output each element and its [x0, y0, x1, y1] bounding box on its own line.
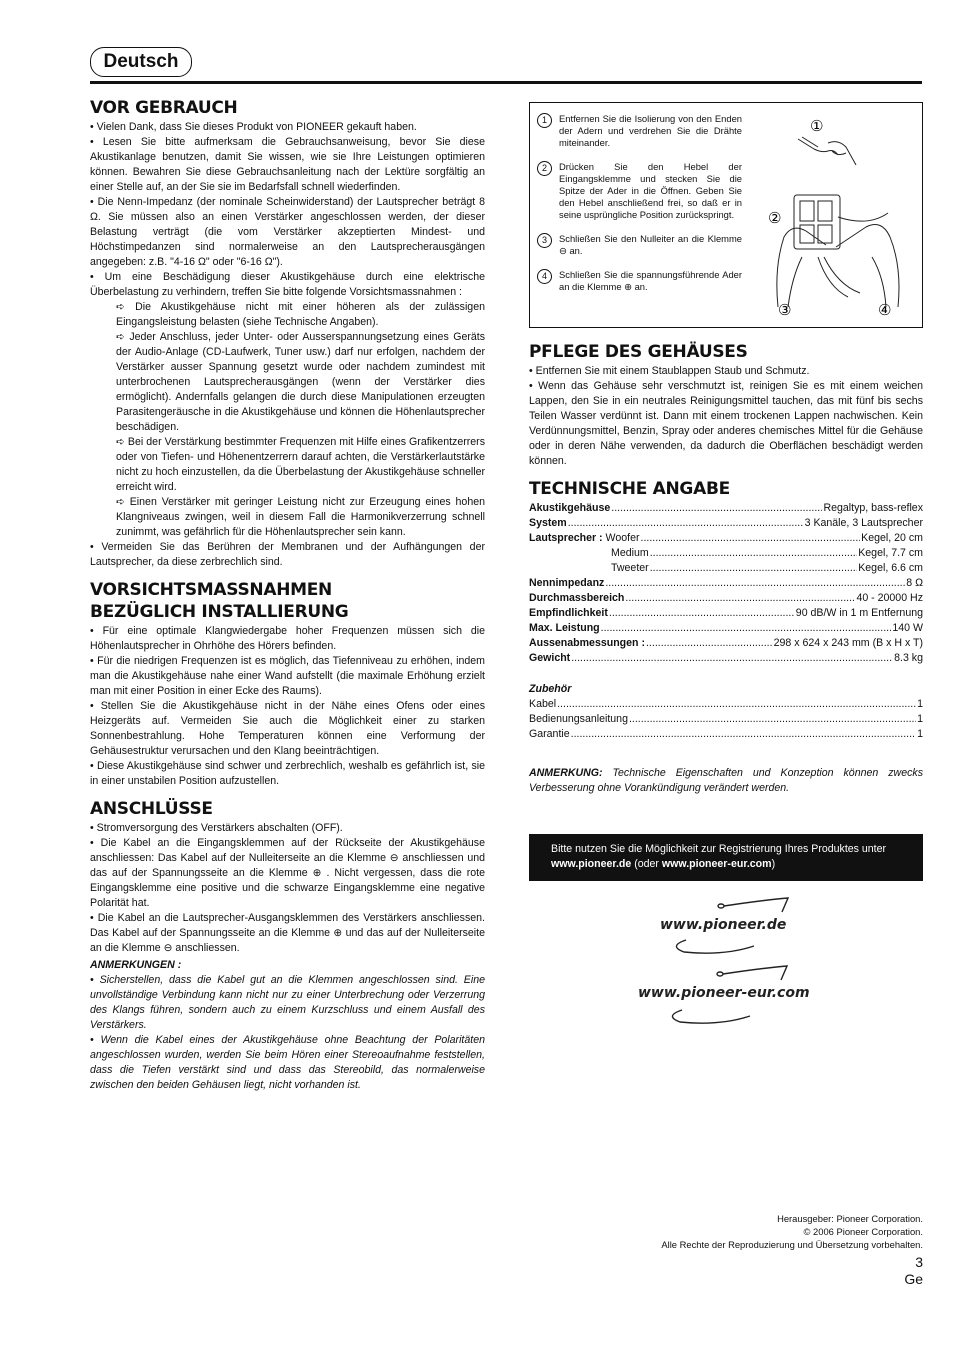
accessory-row: Bedienungsanleitung ..... 1	[529, 712, 923, 727]
section-title-vorsicht-2: BEZÜGLICH INSTALLIERUNG	[90, 602, 349, 622]
step-text: Schließen Sie die spannungsführende Ader an die Klemme ⊕ an.	[559, 269, 742, 292]
registration-banner: Bitte nutzen Sie die Möglichkeit zur Registrierung Ihres Produktes unter www.pioneer.de (oder www.pioneer-eur.com)	[529, 834, 923, 881]
registration-link-eur[interactable]: www.pioneer-eur.com	[661, 858, 772, 870]
step-text: Drücken Sie den Hebel der Eingangsklemme und stecken Sie die Spitze der Ader in die Öffnen. Geben Sie den Hebel anschließend frei, so daß er in seine usprüngliche Position zurückspringt.	[559, 161, 742, 220]
accessory-row: Garantie ..... 1	[529, 727, 923, 742]
instruction-box	[529, 102, 923, 328]
step-list	[537, 113, 742, 305]
section-title-technische-angabe: TECHNISCHE ANGABE	[529, 479, 730, 499]
spec-row: Tweeter ..... Kegel, 6.6 cm	[529, 561, 923, 576]
paragraph: • Stromversorgung des Verstärkers abschalten (OFF).	[90, 822, 343, 834]
paragraph: • Die Nenn-Impedanz (der nominale Scheinwiderstand) der Lautsprecher beträgt 8 Ω. Sie müssen also an einen Verstärker angeschlossen werden, der dieser Belastung verträgt (die vom Verstärker akzeptierten Mindest- und Höchstimpedanzen sind normalerweise an den Lautsprecherausgängen angegeben: z.B. "4-16 Ω" oder "6-16 Ω").	[90, 196, 485, 268]
indented-item: ➪ Jeder Anschluss, jeder Unter- oder Ausserspannungsetzung eines Geräts der Audio-Anlage (CD-Laufwerk, Tuner usw.) darf nur erfolgen, nachdem der Verstärker ausser Spannung gesetzt wurde oder nachdem zumindest mit unterbrochenen Lautsprecherausgängen (wenn der Verstärker dies ermöglicht). Andernfalls gelangen die durch diese Manipulationen erzeugten Parasitengeräusche in die Akustikgehäuse und können die Höhenlautsprecher beschädigen.	[116, 331, 485, 433]
spec-row: Nennimpedanz ..... 8 Ω	[529, 576, 923, 591]
registration-link-de[interactable]: www.pioneer.de	[551, 858, 632, 870]
indented-item: ➪ Bei der Verstärkung bestimmter Frequenzen mit Hilfe eines Grafikentzerrers oder von Tiefen- und Höhenentzerrern darauf achten, die Verstärkerlautstärke nicht zu hoch einzustellen, da die Überbelastung der Akustikgehäuse schneller erreicht wird.	[116, 436, 485, 493]
wiring-illustration	[758, 107, 918, 321]
step-text: Entfernen Sie die Isolierung von den Enden der Adern und verdrehen Sie die Drähte miteinander.	[559, 113, 742, 148]
note-paragraph: • Wenn die Kabel eines der Akustikgehäuse ohne Beachtung der Polaritäten angeschlossen wurden, werden Sie beim Hören einer Stereoaufnahme feststellen, dass die Tiefen verstärkt sind und dass das Stereobild, das normalerweise zwischen den beiden Gehäusen liegt, nicht vorhanden ist.	[90, 1034, 485, 1091]
spec-note: ANMERKUNG: Technische Eigenschaften und Konzeption können zwecks Verbesserung ohne Vorankündigung verändert werden.	[529, 767, 923, 794]
language-tab: Deutsch	[90, 47, 192, 77]
step-item	[537, 269, 742, 293]
step-number: 4	[537, 269, 552, 284]
paragraph: • Stellen Sie die Akustikgehäuse nicht in der Nähe eines Ofens oder eines Heizgeräts auf. Vermeiden Sie auch die Möglichkeit einer zu starken Sonnenbestrahlung. Hohe Temperaturen können eine Verformung der Gehäusestruktur verursachen und den Klang beeinträchtigen.	[90, 700, 485, 757]
indented-item: ➪ Die Akustikgehäuse nicht mit einer höheren als der zulässigen Eingangsleistung belasten (siehe Technische Angaben).	[116, 301, 485, 328]
paragraph: • Wenn das Gehäuse sehr verschmutzt ist, reinigen Sie es mit einem weichen Lappen, den Sie in ein neutrales Reinigungsmittel tauchen, das mit fünf bis sechs Teilen Wasser verdünnt ist. Dann mit einem trockenen Lappen nachwischen. Kein Verdünnungsmittel, Benzin, Spray oder anderes chemisches Mittel für die Gehäuse oder in deren Nähe verwenden, da dadurch die Oberflächen beschädigt werden können.	[529, 380, 923, 467]
step-text: Schließen Sie den Nulleiter an die Klemme ⊖ an.	[559, 233, 742, 256]
section-title-pflege: PFLEGE DES GEHÄUSES	[529, 342, 748, 362]
section-title-vorsicht-1: VORSICHTSMASSNAHMEN	[90, 580, 332, 600]
indented-item: ➪ Einen Verstärker mit geringer Leistung nicht zur Erzeugung eines hohen Klangniveaus zwingen, weil in diesem Fall die Harmonikverzerrung schnell zunimmt, was gefährlich für die Höhenlautsprecher sein kann.	[116, 496, 485, 538]
page-number: 3 Ge	[904, 1254, 923, 1287]
step-item	[537, 161, 742, 221]
logo-text-eur: www.pioneer-eur.com	[638, 985, 810, 1001]
pioneer-eur-logo[interactable]	[636, 964, 826, 1026]
paragraph: • Vermeiden Sie das Berühren der Membranen und der Aufhängungen der Lautsprecher, da diese zerbrechlich sind.	[90, 541, 485, 568]
section-title-vor-gebrauch: VOR GEBRAUCH	[90, 98, 238, 118]
step-number: 3	[537, 233, 552, 248]
paragraph: • Für eine optimale Klangwiedergabe hoher Frequenzen müssen sich die Höhenlautsprecher in Ohrhöhe des Hörers befinden.	[90, 625, 485, 652]
logo-text-de: www.pioneer.de	[660, 917, 787, 933]
spec-row: Durchmassbereich ..... 40 - 20000 Hz	[529, 591, 923, 606]
spec-row: Max. Leistung ..... 140 W	[529, 621, 923, 636]
paragraph: • Um eine Beschädigung dieser Akustikgehäuse durch eine elektrische Überbelastung zu verhindern, treffen Sie bitte folgende Vorsichtsmassnahmen :	[90, 271, 485, 298]
paragraph: • Die Kabel an die Lautsprecher-Ausgangsklemmen des Verstärkers anschliessen. Das Kabel auf der Spannungsseite an die Klemme ⊕ und das auf der Nulleiterseite an die Klemme ⊖ anschliessen.	[90, 912, 485, 954]
paragraph: • Diese Akustikgehäuse sind schwer und zerbrechlich, weshalb es gefährlich ist, sie in einer unstabilen Position aufzustellen.	[90, 760, 485, 787]
left-column	[90, 98, 485, 1093]
illus-label-4: ④	[878, 301, 892, 319]
spec-row: Akustikgehäuse ..... Regaltyp, bass-reflex	[529, 501, 923, 516]
spec-row: Aussenabmessungen : ..... 298 x 624 x 243 mm (B x H x T)	[529, 636, 923, 651]
spec-row: Empfindlichkeit ..... 90 dB/W in 1 m Entfernung	[529, 606, 923, 621]
notes-title: ANMERKUNGEN :	[90, 959, 182, 971]
paragraph: • Lesen Sie bitte aufmerksam die Gebrauchsanweisung, bevor Sie diese Akustikanlage benutzen, damit Sie wissen, wie sie Ihre Leistungen optimieren können. Bewahren Sie diese Gebrauchsanleitung nach der Lektüre sorgfältig an einer Stelle auf, an der Sie sie im Bedarfsfall schnell wiederfinden.	[90, 136, 485, 193]
section-title-anschluesse: ANSCHLÜSSE	[90, 799, 213, 819]
right-column	[529, 102, 923, 881]
header-rule	[90, 81, 922, 84]
illus-label-1: ①	[810, 117, 824, 135]
spec-row: Gewicht ..... 8.3 kg	[529, 651, 923, 666]
publisher-footer: Herausgeber: Pioneer Corporation. © 2006 Pioneer Corporation. Alle Rechte der Reproduzierung und Übersetzung vorbehalten.	[661, 1213, 923, 1250]
illus-label-3: ③	[778, 301, 792, 319]
paragraph: • Die Kabel an die Eingangsklemmen auf der Rückseite der Akustikgehäuse anschliessen: Das Kabel auf der Nulleiterseite an die Klemme ⊖ anschliessen und das auf der Spannungsseite an die Klemme ⊕ . Nicht vergessen, dass die rote Eingangsklemme eine positive und die schwarze Eingangsklemme eine negative Polarität hat.	[90, 837, 485, 909]
step-number: 2	[537, 161, 552, 176]
step-item	[537, 233, 742, 257]
accessory-row: Kabel ..... 1	[529, 697, 923, 712]
spec-row: System ..... 3 Kanäle, 3 Lautsprecher	[529, 516, 923, 531]
paragraph: • Vielen Dank, dass Sie dieses Produkt von PIONEER gekauft haben.	[90, 121, 417, 133]
spec-row: Lautsprecher : Woofer ..... Kegel, 20 cm	[529, 531, 923, 546]
illus-label-2: ②	[768, 209, 782, 227]
paragraph: • Entfernen Sie mit einem Staublappen Staub und Schmutz.	[529, 365, 810, 377]
step-item	[537, 113, 742, 149]
spec-row: Medium ..... Kegel, 7.7 cm	[529, 546, 923, 561]
paragraph: • Für die niedrigen Frequenzen ist es möglich, das Tiefenniveau zu erhöhen, indem man die Akustikgehäuse nahe einer Wand aufstellt (die maximale Erhöhung erzielt man mit einer Position in einer Ecke des Raums).	[90, 655, 485, 697]
pioneer-de-logo[interactable]	[656, 896, 806, 958]
step-number: 1	[537, 113, 552, 128]
accessories-title: Zubehör	[529, 683, 572, 695]
note-paragraph: • Sicherstellen, dass die Kabel gut an die Klemmen angeschlossen sind. Eine unvollständige Verbindung kann nicht nur zu einer Unterbrechung oder Verzerrung des Klangs führen, sondern auch zu einem Kurzschluss und einem Ausfall des Verstärkers.	[90, 974, 485, 1031]
